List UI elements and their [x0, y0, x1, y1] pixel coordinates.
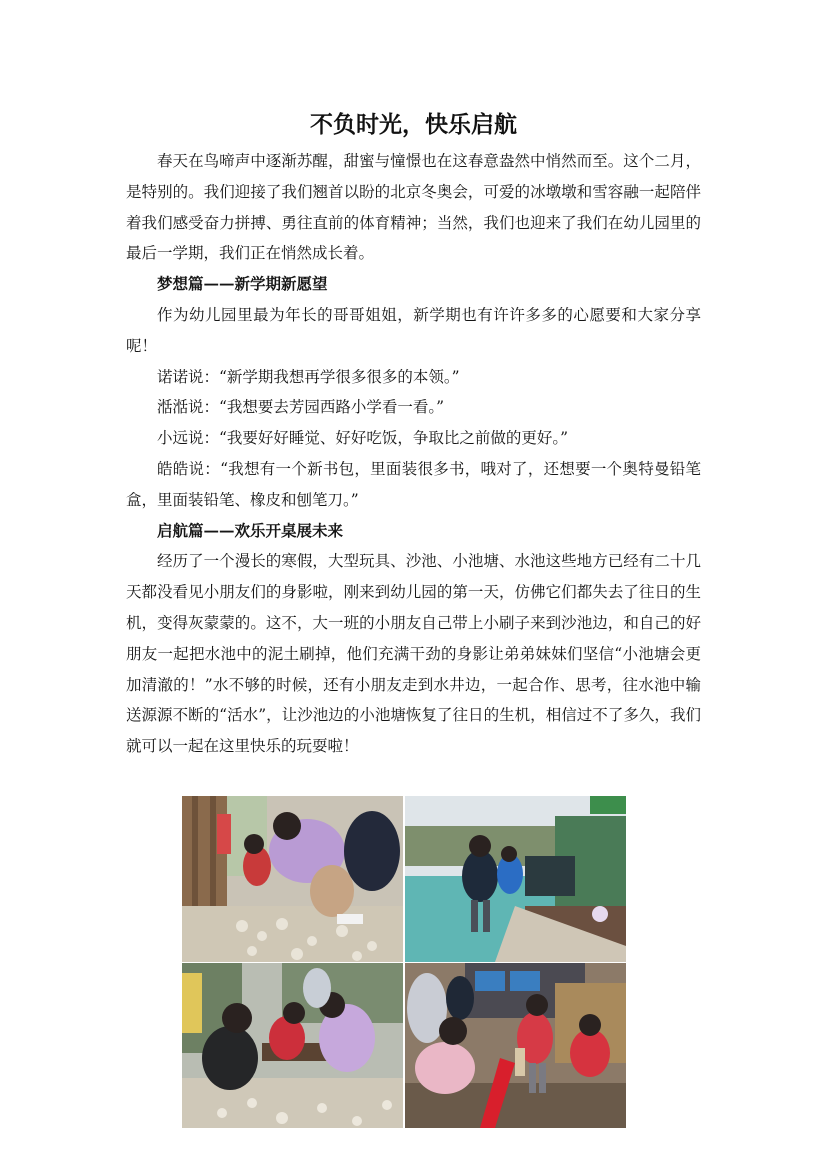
intro-paragraph: 春天在鸟啼声中逐渐苏醒，甜蜜与憧憬也在这春意盎然中悄然而至。这个二月，是特别的。我们迎接了我们翘首以盼的北京冬奥会，可爱的冰墩墩和雪容融一起陪伴着我们感受奋力拼搏、勇往直前的体育精神；当然，我们也迎来了我们在幼儿园里的最后一学期，我们正在悄然成长着。	[126, 152, 701, 263]
section-heading-launch: 启航篇——欢乐开桌展未来	[157, 520, 344, 540]
dream-lead-paragraph: 作为幼儿园里最为年长的哥哥姐姐，新学期也有许许多多的心愿要和大家分享呢！	[126, 305, 701, 355]
document-title: 不负时光，快乐启航	[310, 111, 517, 138]
quote-xiaoyuan: 小远说：“我要好好睡觉、好好吃饭，争取比之前做的更好。”	[157, 429, 569, 448]
quote-nuonuo: 诺诺说：“新学期我想再学很多很多的本领。”	[157, 367, 460, 386]
quote-haohao: 皓皓说：“我想有一个新书包，里面装很多书，哦对了，还想要一个奥特曼铅笔盒，里面装铅笔、橡皮和刨笔刀。”	[126, 459, 701, 509]
photo-children-scrubbing-wall	[182, 796, 403, 962]
quote-tiantian: 湉湉说：“我想要去芳园西路小学看一看。”	[157, 398, 445, 417]
document-body	[126, 146, 701, 762]
section-heading-dream: 梦想篇——新学期新愿望	[157, 274, 328, 294]
photo-collage	[182, 796, 626, 1128]
photo-playground-boy	[405, 796, 626, 962]
photo-children-red-pipe	[405, 963, 626, 1128]
launch-paragraph: 经历了一个漫长的寒假，大型玩具、沙池、小池塘、水池这些地方已经有二十几天都没看见小朋友们的身影啦，刚来到幼儿园的第一天，仿佛它们都失去了往日的生机，变得灰蒙蒙的。这不，大一班的小朋友自己带上小刷子来到沙池边，和自己的好朋友一起把水池中的泥土刷掉，他们充满干劲的身影让弟弟妹妹们坚信“小池塘会更加清澈的！”水不够的时候，还有小朋友走到水井边，一起合作、思考，往水池中输送源源不断的“活水”，让沙池边的小池塘恢复了往日的生机，相信过不了多久，我们就可以一起在这里快乐的玩耍啦！	[126, 552, 701, 756]
photo-children-kneeling	[182, 963, 403, 1128]
